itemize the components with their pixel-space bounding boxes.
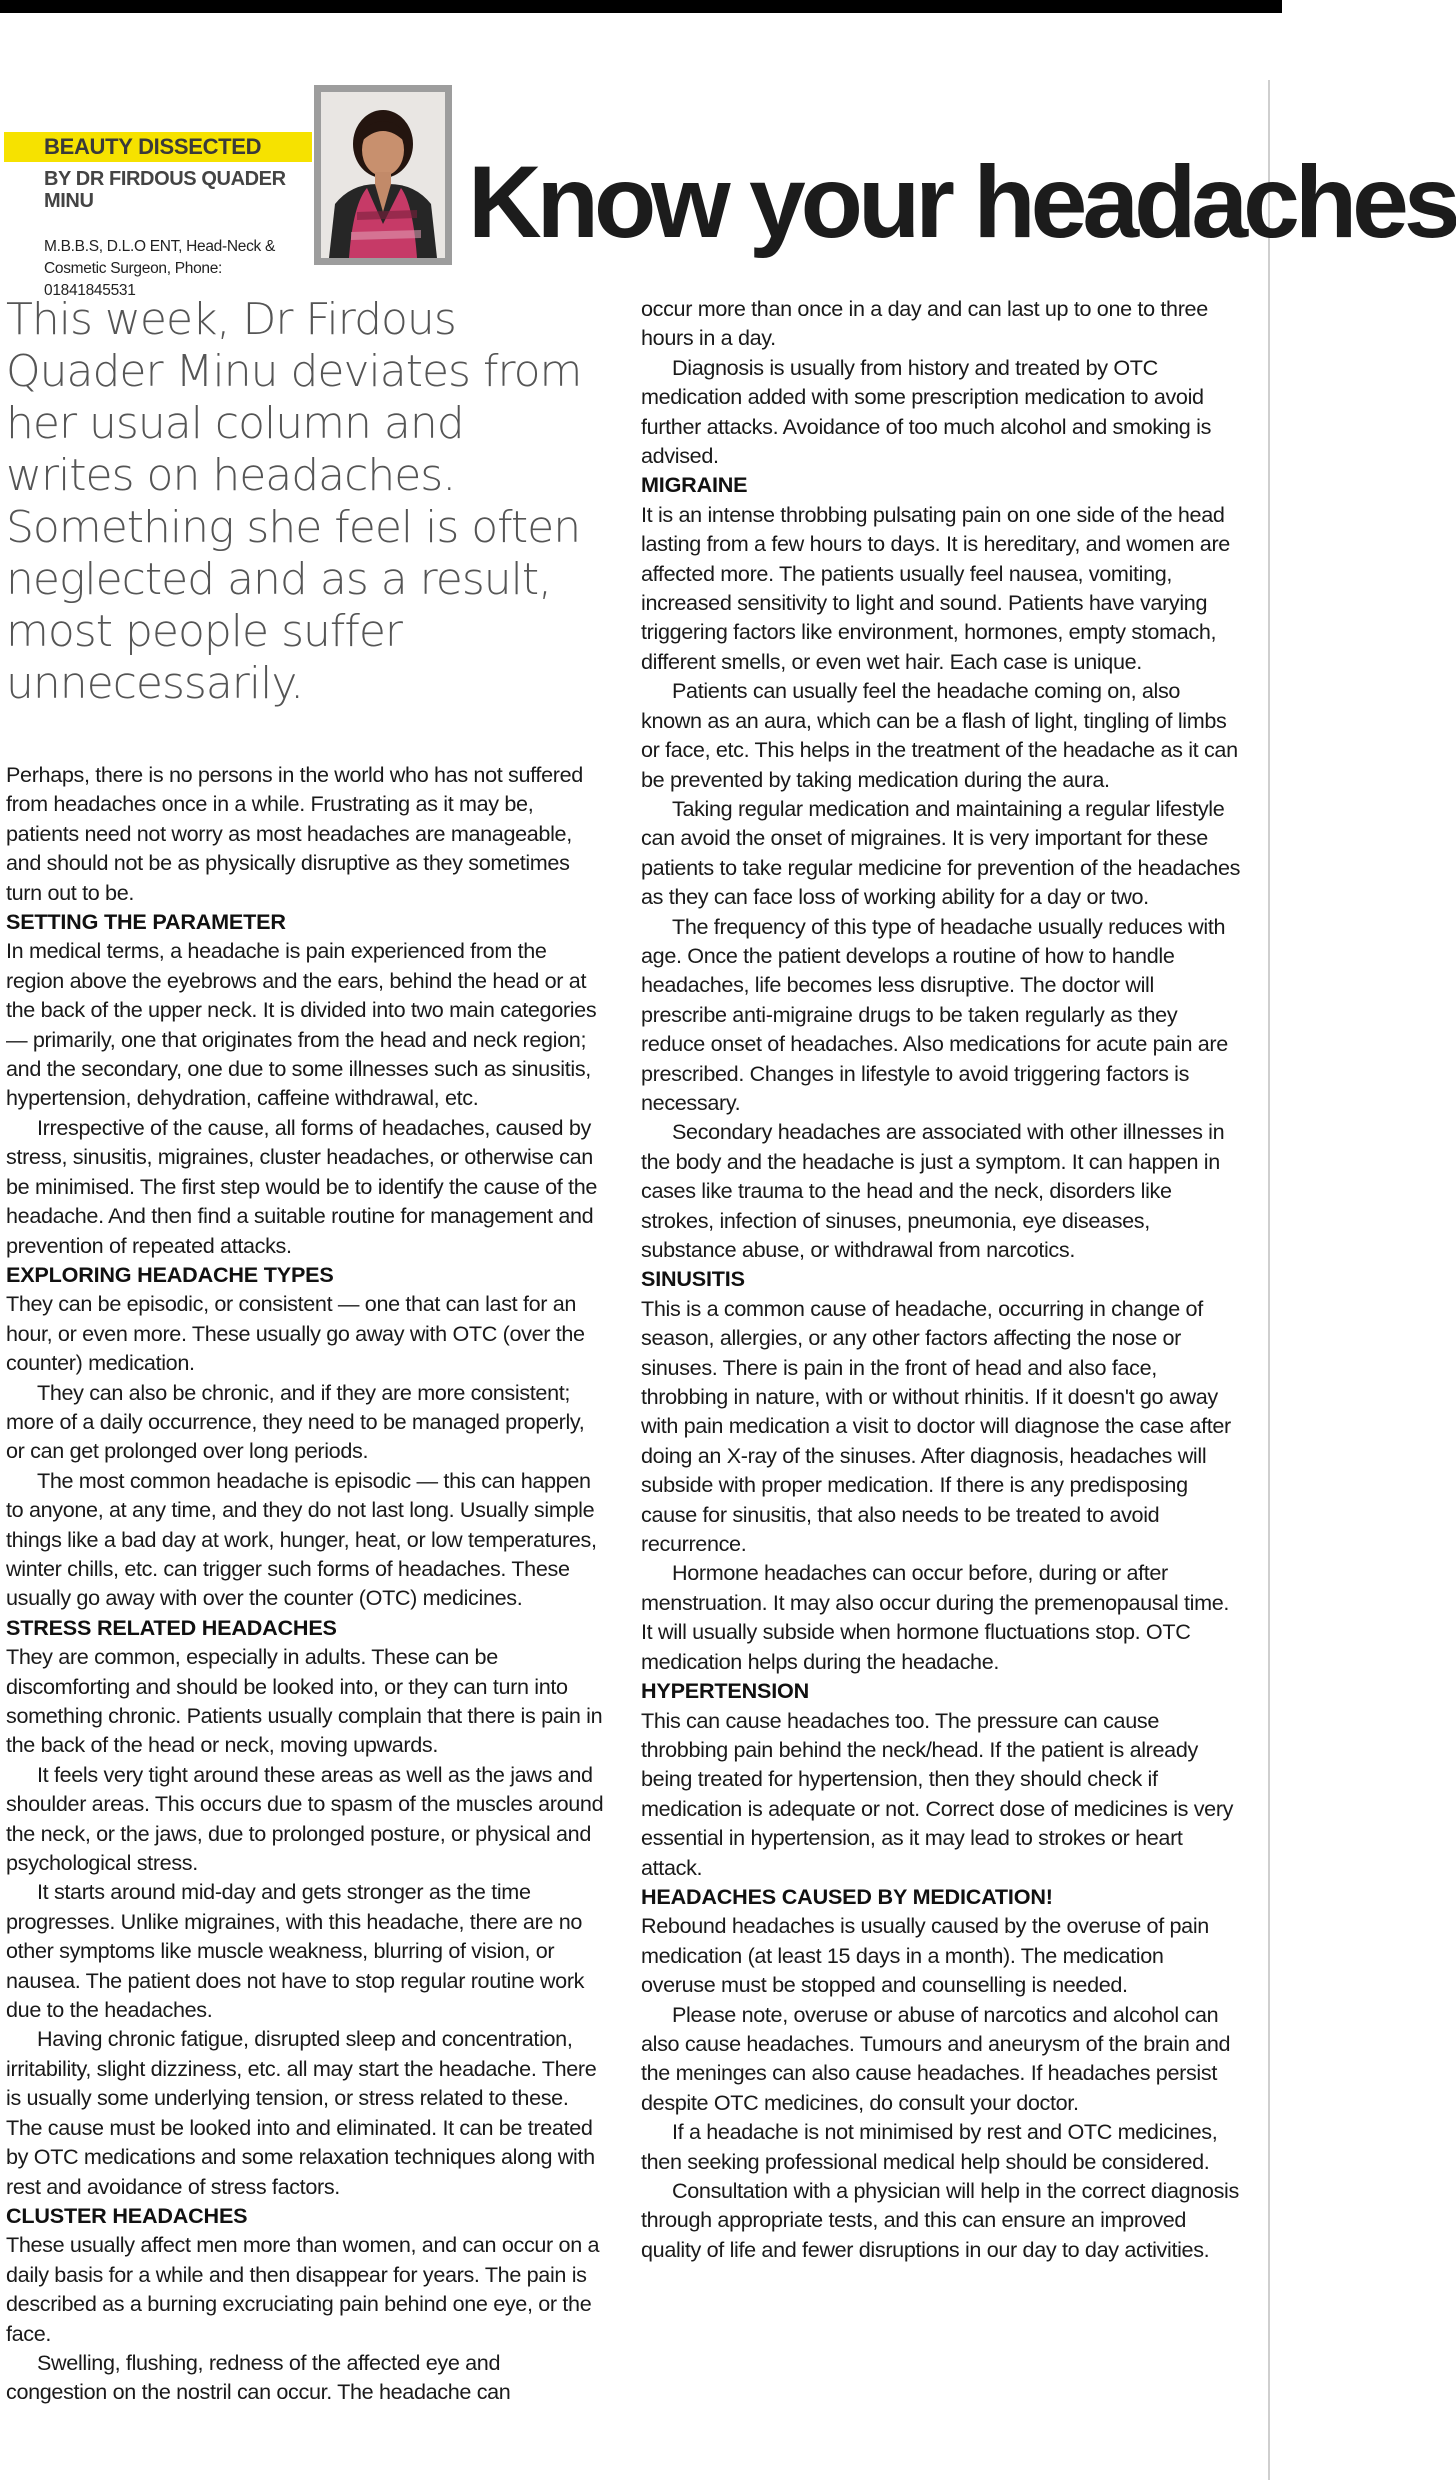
body-paragraph: Rebound headaches is usually caused by the overuse of pain medication (at least 15 days in a month). The medication overuse must be stopped and counselling is needed.: [641, 1913, 1209, 1998]
author-photo: [314, 85, 452, 265]
body-paragraph: This is a common cause of headache, occurring in change of season, allergies, or any other factors affecting the nose or sinuses. There is pain in the front of head and also face, throbbing in nature, with or without rhinitis. If it doesn't go away with pain medication a visit to doctor will diagnose the case after doing an X-ray of the sinuses. After diagnosis, headaches will subside with proper medication. If there is any predisposing cause for sinusitis, that also needs to be treated to avoid recurrence.: [641, 1295, 1231, 1557]
body-paragraph: It is an intense throbbing pulsating pain on one side of the head lasting from a few hours to days. It is hereditary, and women are affected more. The patients usually feel nausea, vomiting, increased sensitivity to light and sound. Patients have varying triggering factors like environment, hormones, empty stomach, different smells, or even wet hair. Each case is unique.: [641, 501, 1230, 674]
subhead-cluster-headaches: CLUSTER HEADACHES: [6, 2202, 248, 2228]
article-header: [0, 84, 1456, 299]
body-paragraph: They can also be chronic, and if they are more consistent; more of a daily occurrence, they need to be managed properly, or can get prolonged over long periods.: [6, 1379, 585, 1464]
body-paragraph: Swelling, flushing, redness of the affected eye and congestion on the nostril can occur. The headache can: [6, 2349, 511, 2405]
body-paragraph: It starts around mid-day and gets stronger as the time progresses. Unlike migraines, with this headache, there are no other symptoms like muscle weakness, blurring of vision, or nausea. The patient does not have to stop regular routine work due to the headaches.: [6, 1879, 585, 2023]
article-headline: Know your headaches: [468, 145, 1456, 259]
subhead-stress-related-headaches: STRESS RELATED HEADACHES: [6, 1614, 337, 1640]
right-column: [641, 294, 1243, 2264]
body-paragraph: Hormone headaches can occur before, during or after menstruation. It may also occur during the premenopausal time. It will usually subside when hormone fluctuations stop. OTC medication helps during the headache.: [641, 1560, 1230, 1674]
body-paragraph: These usually affect men more than women, and can occur on a daily basis for a while and then disappear for years. The pain is described as a burning excruciating pain behind one eye, or the face.: [6, 2232, 600, 2346]
section-tag: BEAUTY DISSECTED: [4, 132, 312, 162]
subhead-hypertension: HYPERTENSION: [641, 1678, 809, 1704]
body-paragraph: It feels very tight around these areas as well as the jaws and shoulder areas. This occurs due to spasm of the muscles around the neck, or the jaws, due to prolonged posture, or physical and psychological stress.: [6, 1761, 604, 1876]
body-paragraph: Secondary headaches are associated with other illnesses in the body and the headache is just a symptom. It can happen in cases like trauma to the head and the neck, disorders like strokes, infection of sinuses, pneumonia, eye diseases, substance abuse, or withdrawal from narcotics.: [641, 1119, 1225, 1262]
subhead-migraine: MIGRAINE: [641, 472, 748, 498]
right-column-rule: [1268, 80, 1270, 2480]
body-paragraph: Irrespective of the cause, all forms of headaches, caused by stress, sinusitis, migraines, cluster headaches, or otherwise can be minimised. The first step would be to identify the cause of the headache. And then find a suitable routine for management and prevention of repeated attacks.: [6, 1114, 598, 1258]
intro-pull-quote: This week, Dr Firdous Quader Minu deviates from her usual column and writes on headaches. Something she feel is often neglected and as a result, most people suffer unnecessarily.: [6, 294, 582, 709]
body-paragraph: Patients can usually feel the headache coming on, also known as an aura, which can be a flash of light, tingling of limbs or face, etc. This helps in the treatment of the headache as it can be prevented by taking medication during the aura.: [641, 678, 1238, 792]
body-paragraph: Having chronic fatigue, disrupted sleep and concentration, irritability, slight dizziness, etc. all may start the headache. There is usually some underlying tension, or stress related to these. The cause must be looked into and eliminated. It can be treated by OTC medications and some relaxation techniques along with rest and avoidance of stress factors.: [6, 2026, 597, 2199]
subhead-setting-the-parameter: SETTING THE PARAMETER: [6, 909, 286, 935]
author-byline: BY DR FIRDOUS QUADER MINU: [44, 168, 286, 212]
author-credentials: M.B.B.S, D.L.O ENT, Head-Neck & Cosmetic Surgeon, Phone: 01841845531: [44, 238, 276, 299]
body-paragraph: Perhaps, there is no persons in the world who has not suffered from headaches once in a while. Frustrating as it may be, patients need not worry as most headaches are manageable, and should not be as physically disruptive as they sometimes turn out to be.: [6, 762, 583, 905]
subhead-exploring-headache-types: EXPLORING HEADACHE TYPES: [6, 1261, 334, 1287]
body-paragraph: Consultation with a physician will help in the correct diagnosis through appropriate tests, and this can ensure an improved quality of life and fewer disruptions in our day to day activities.: [641, 2178, 1239, 2262]
subhead-sinusitis: SINUSITIS: [641, 1266, 745, 1292]
top-border: [0, 0, 1282, 13]
body-paragraph: They can be episodic, or consistent — one that can last for an hour, or even more. These usually go away with OTC (over the counter) medication.: [6, 1291, 585, 1376]
body-paragraph: They are common, especially in adults. These can be discomforting and should be looked into, or they can turn into something chronic. Patients usually complain that there is pain in the back of the head or neck, moving upwards.: [6, 1644, 603, 1758]
body-paragraph: Please note, overuse or abuse of narcotics and alcohol can also cause headaches. Tumours and aneurysm of the brain and the meninges can also cause headaches. If headaches persist despite OTC medicines, do consult your doctor.: [641, 2001, 1231, 2115]
subhead-headaches-caused-by-medication: HEADACHES CAUSED BY MEDICATION!: [641, 1883, 1053, 1909]
body-paragraph: If a headache is not minimised by rest and OTC medicines, then seeking professional medical help should be considered.: [641, 2119, 1218, 2174]
left-column: [6, 294, 604, 2407]
body-paragraph: This can cause headaches too. The pressure can cause throbbing pain behind the neck/head. If the patient is already being treated for hypertension, then they should check if medication is adequate or not. Correct dose of medicines is very essential in hypertension, as it may lead to strokes or heart attack.: [641, 1707, 1234, 1880]
body-paragraph: The frequency of this type of headache usually reduces with age. Once the patient develops a routine of how to handle headaches, life becomes less disruptive. The doctor will prescribe anti-migraine drugs to be taken regularly as they reduce onset of headaches. Also medications for acute pain are prescribed. Changes in lifestyle to avoid triggering factors is necessary.: [641, 913, 1228, 1115]
body-paragraph: In medical terms, a headache is pain experienced from the region above the eyebrows and the ears, behind the head or at the back of the upper neck. It is divided into two main categories — primarily, one that originates from the head and neck region; and the secondary, one due to some illnesses such as sinusitis, hypertension, dehydration, caffeine withdrawal, etc.: [6, 938, 597, 1111]
body-paragraph: The most common headache is episodic — this can happen to anyone, at any time, and they do not last long. Usually simple things like a bad day at work, hunger, heat, or low temperatures, winter chills, etc. can trigger such forms of headaches. These usually go away with over the counter (OTC) medicines.: [6, 1467, 597, 1611]
body-paragraph: Diagnosis is usually from history and treated by OTC medication added with some prescription medication to avoid further attacks. Avoidance of too much alcohol and smoking is advised.: [641, 354, 1212, 469]
body-paragraph: occur more than once in a day and can last up to one to three hours in a day.: [641, 296, 1208, 351]
body-paragraph: Taking regular medication and maintaining a regular lifestyle can avoid the onset of migraines. It is very important for these patients to take regular medicine for prevention of the headaches as they can face loss of working ability for a day or two.: [641, 795, 1241, 910]
